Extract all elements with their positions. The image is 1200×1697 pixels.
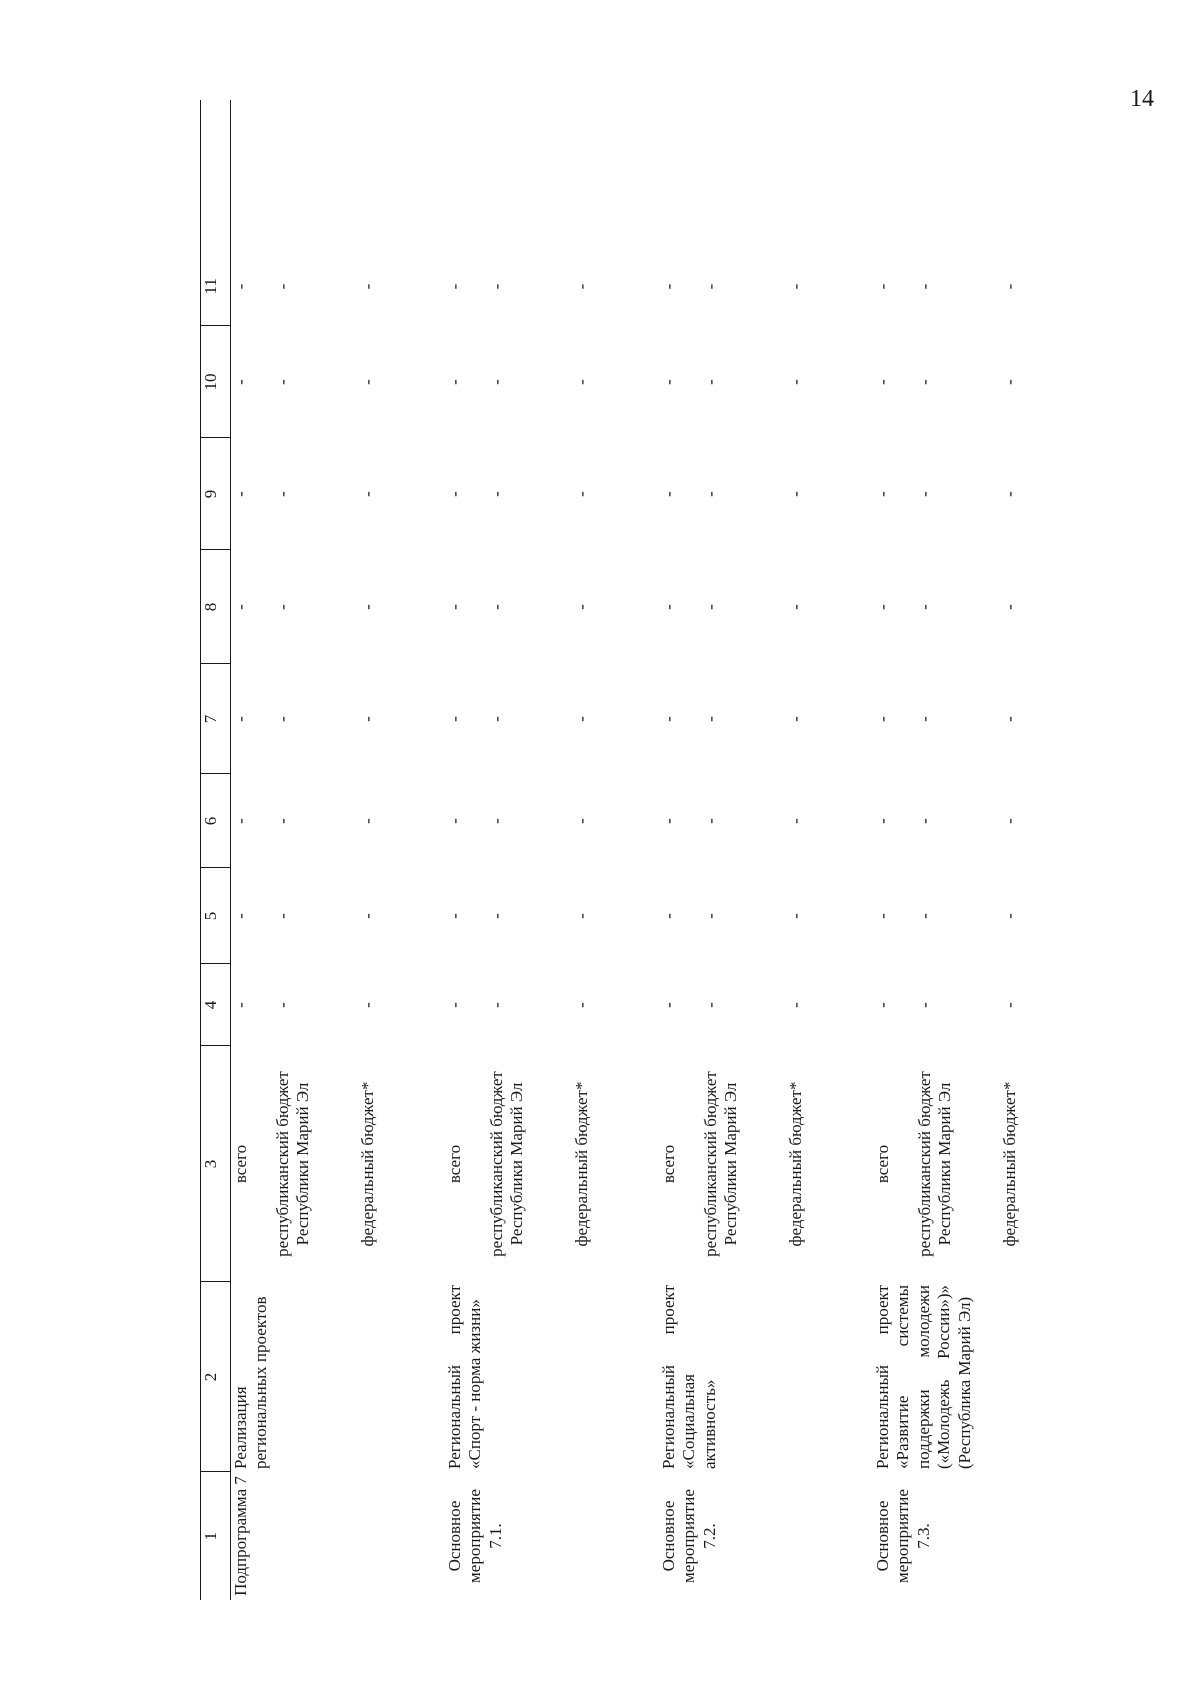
blank-cell [701,100,786,247]
value-cell: - [915,491,934,497]
blank-cell [487,100,572,247]
value-cell: - [701,491,720,497]
value-cell: - [873,604,892,610]
value-cell: - [786,1002,805,1008]
value-cell: - [915,716,934,722]
table-row [873,100,915,1600]
program-code-cell: Основное мероприятие 7.2. [659,1489,719,1583]
value-cell: - [273,283,292,290]
value-cell: - [358,913,377,919]
header-row [201,100,231,1600]
value-cell: - [1000,283,1019,290]
value-cell: - [659,604,678,610]
column-header: 4 [201,964,231,1046]
value-cell: - [273,491,292,497]
value-cell: - [873,379,892,385]
value-cell: - [786,491,805,497]
column-header: 6 [201,774,231,868]
value-cell: - [873,716,892,722]
value-cell: - [572,604,591,610]
column-header: 5 [201,868,231,964]
program-name-cell: Региональный проект «Социальная активность» [659,1285,719,1469]
table-body [231,100,1061,1600]
value-cell: - [572,1002,591,1008]
column-header: 1 [201,1472,231,1600]
value-cell: - [487,913,506,919]
value-cell: - [231,283,250,290]
table-row [445,100,487,1600]
value-cell: - [701,283,720,290]
value-cell: - [358,716,377,722]
value-cell: - [445,379,464,385]
value-cell: - [572,818,591,824]
column-header: 11 [201,247,231,326]
blank-cell [873,100,915,247]
value-cell: - [1000,913,1019,919]
value-cell: - [786,604,805,610]
funding-source-cell: всего [231,1144,250,1184]
value-cell: - [701,1002,720,1008]
value-cell: - [572,283,591,290]
value-cell: - [487,491,506,497]
value-cell: - [786,716,805,722]
value-cell: - [786,283,805,290]
value-cell: - [1000,818,1019,824]
value-cell: - [873,913,892,919]
funding-source-cell: федеральный бюджет* [1000,1081,1019,1247]
value-cell: - [231,491,250,497]
value-cell: - [487,604,506,610]
value-cell: - [572,913,591,919]
value-cell: - [231,818,250,824]
value-cell: - [358,1002,377,1008]
program-code-cell: Основное мероприятие 7.3. [873,1489,933,1583]
column-header: 10 [201,326,231,438]
value-cell: - [358,379,377,385]
value-cell: - [786,818,805,824]
column-header: 9 [201,438,231,550]
program-code-cell: Подпрограмма 7 [231,1476,250,1596]
value-cell: - [445,913,464,919]
value-cell: - [273,818,292,824]
value-cell: - [1000,491,1019,497]
funding-source-cell: всего [445,1144,464,1184]
value-cell: - [273,716,292,722]
value-cell: - [659,1002,678,1008]
table-row [659,100,701,1600]
value-cell: - [1000,379,1019,385]
value-cell: - [915,818,934,824]
column-header: 2 [201,1282,231,1472]
value-cell: - [915,604,934,610]
value-cell: - [231,913,250,919]
value-cell: - [701,913,720,919]
blank-cell [1000,100,1060,247]
value-cell: - [873,1002,892,1008]
value-cell: - [873,283,892,290]
funding-source-cell: федеральный бюджет* [786,1081,805,1247]
value-cell: - [915,913,934,919]
value-cell: - [1000,1002,1019,1008]
value-cell: - [445,1002,464,1008]
value-cell: - [659,491,678,497]
value-cell: - [358,491,377,497]
blank-cell [659,100,701,247]
blank-cell [445,100,487,247]
value-cell: - [358,604,377,610]
funding-source-cell: республиканский бюджет Республики Марий Эл [273,1071,313,1257]
column-header: 3 [201,1046,231,1282]
blank-cell [273,100,358,247]
value-cell: - [786,913,805,919]
value-cell: - [659,818,678,824]
rotated-table-wrapper [200,100,1200,1600]
funding-source-cell: федеральный бюджет* [358,1081,377,1247]
value-cell: - [487,716,506,722]
value-cell: - [445,716,464,722]
value-cell: - [1000,604,1019,610]
value-cell: - [572,716,591,722]
value-cell: - [487,818,506,824]
value-cell: - [659,379,678,385]
blank-cell [358,100,445,247]
value-cell: - [701,604,720,610]
column-header: 7 [201,664,231,774]
value-cell: - [873,818,892,824]
value-cell: - [659,283,678,290]
blank-cell [915,100,1000,247]
blank-cell [231,100,274,247]
value-cell: - [358,283,377,290]
page-number: 14 [1130,86,1154,112]
blank-cell [786,100,873,247]
value-cell: - [445,604,464,610]
header-spacer [201,100,231,247]
budget-table [200,100,1060,1600]
value-cell: - [231,1002,250,1008]
value-cell: - [1000,716,1019,722]
funding-source-cell: республиканский бюджет Республики Марий Эл [915,1071,955,1257]
value-cell: - [231,716,250,722]
funding-source-cell: республиканский бюджет Республики Марий Эл [487,1071,527,1257]
value-cell: - [273,604,292,610]
value-cell: - [659,913,678,919]
value-cell: - [445,283,464,290]
value-cell: - [487,379,506,385]
value-cell: - [873,491,892,497]
program-name-cell: Реализация региональных проектов [231,1296,271,1469]
table-row [231,100,274,1600]
value-cell: - [273,913,292,919]
value-cell: - [701,379,720,385]
value-cell: - [358,818,377,824]
value-cell: - [915,379,934,385]
blank-cell [572,100,659,247]
value-cell: - [572,379,591,385]
column-header: 8 [201,550,231,664]
value-cell: - [273,379,292,385]
value-cell: - [487,283,506,290]
value-cell: - [701,716,720,722]
value-cell: - [445,491,464,497]
value-cell: - [915,1002,934,1008]
value-cell: - [915,283,934,290]
funding-source-cell: республиканский бюджет Республики Марий Эл [701,1071,741,1257]
value-cell: - [231,604,250,610]
program-name-cell: Региональный проект «Спорт - норма жизни» [445,1285,485,1469]
value-cell: - [231,379,250,385]
value-cell: - [659,716,678,722]
funding-source-cell: всего [873,1144,892,1184]
funding-source-cell: федеральный бюджет* [572,1081,591,1247]
value-cell: - [786,379,805,385]
value-cell: - [445,818,464,824]
value-cell: - [701,818,720,824]
value-cell: - [572,491,591,497]
value-cell: - [273,1002,292,1008]
funding-source-cell: всего [659,1144,678,1184]
program-name-cell: Региональный проект «Развитие системы поддержки молодежи («Молодежь России»)» (Республика Марий Эл) [873,1285,974,1469]
value-cell: - [487,1002,506,1008]
program-code-cell: Основное мероприятие 7.1. [445,1489,505,1583]
